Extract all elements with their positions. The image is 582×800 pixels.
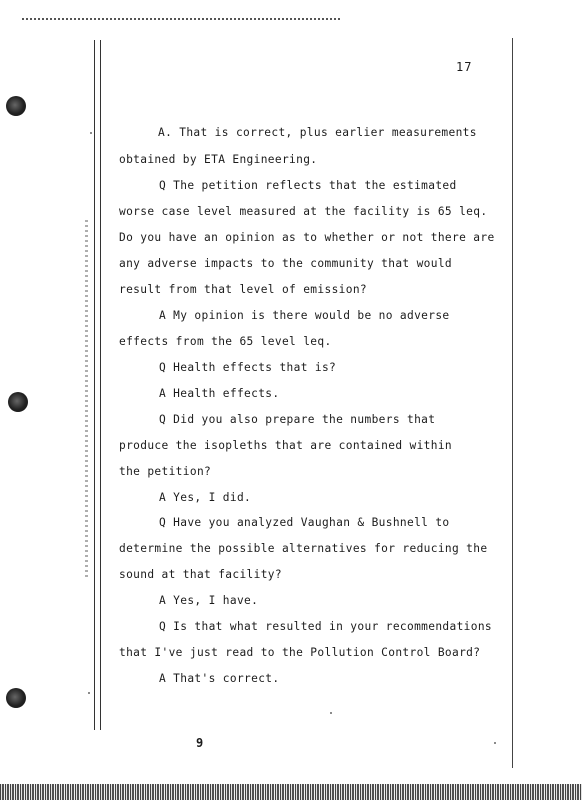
transcript-line: that I've just read to the Pollution Control Board? xyxy=(119,646,481,659)
transcript-line: A My opinion is there would be no adverse xyxy=(159,309,450,322)
transcript-line: Q Did you also prepare the numbers that xyxy=(159,413,436,426)
transcript-line: worse case level measured at the facility is 65 leq. xyxy=(119,205,488,218)
binder-hole-icon xyxy=(6,96,26,116)
speck xyxy=(494,742,496,744)
speck xyxy=(90,132,92,134)
left-margin-line-inner xyxy=(100,40,101,730)
transcript-line: Q The petition reflects that the estimated xyxy=(159,179,457,192)
transcript-line: Q Have you analyzed Vaughan & Bushnell to xyxy=(159,516,450,529)
transcript-line: Do you have an opinion as to whether or not there are xyxy=(119,231,495,244)
transcript-line: A Yes, I have. xyxy=(159,594,259,607)
binder-hole-icon xyxy=(8,392,28,412)
page-number: 17 xyxy=(456,60,473,74)
transcript-line: Q Is that what resulted in your recommendations xyxy=(159,620,493,633)
transcript-line: sound at that facility? xyxy=(119,568,282,581)
transcript-line: Q Health effects that is? xyxy=(159,361,337,374)
top-rule xyxy=(22,18,340,20)
transcript-line: determine the possible alternatives for reducing the xyxy=(119,542,488,555)
transcript-line: A Health effects. xyxy=(159,387,280,400)
transcript-line: result from that level of emission? xyxy=(119,283,367,296)
transcript-line: A. That is correct, plus earlier measurements xyxy=(158,126,477,139)
transcript-line: A Yes, I did. xyxy=(159,491,252,504)
speck xyxy=(88,692,90,694)
binder-edge-text xyxy=(85,220,88,580)
transcript-line: A That's correct. xyxy=(159,672,280,685)
bottom-mark: 9 xyxy=(196,736,204,750)
left-margin-line xyxy=(94,40,95,730)
speck xyxy=(330,712,332,714)
transcript-line: the petition? xyxy=(119,465,212,478)
transcript-line: effects from the 65 level leq. xyxy=(119,335,332,348)
transcript-line: any adverse impacts to the community that would xyxy=(119,257,453,270)
scan-noise-band xyxy=(0,784,582,800)
binder-hole-icon xyxy=(6,688,26,708)
transcript-line: obtained by ETA Engineering. xyxy=(119,153,318,166)
right-margin-line xyxy=(512,38,513,768)
transcript-line: produce the isopleths that are contained within xyxy=(119,439,453,452)
